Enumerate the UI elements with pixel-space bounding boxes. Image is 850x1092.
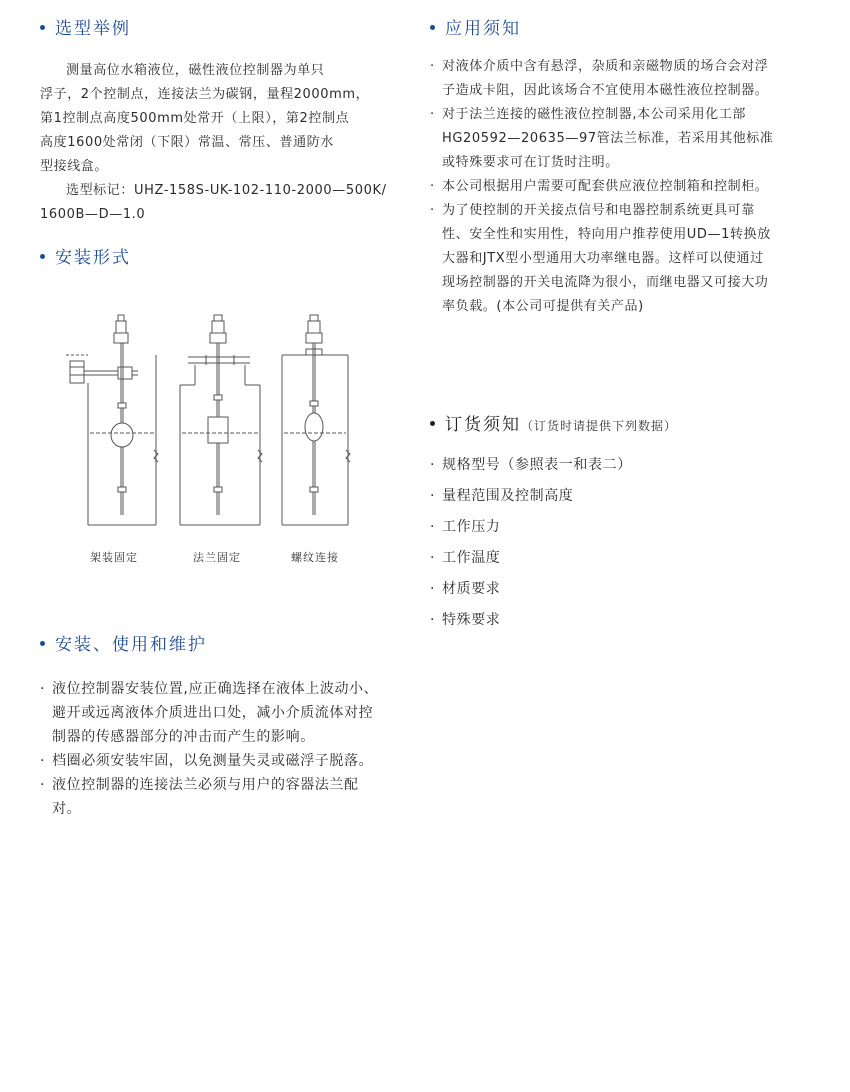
list-item: · 对于法兰连接的磁性液位控制器,本公司采用化工部HG20592—20635—97管法兰标准，若采用其他标准或特殊要求可在订货时注明。 bbox=[430, 103, 775, 175]
left-column bbox=[40, 14, 420, 227]
section-title-ordering-notes: 订货须知（订货时请提供下列数据） bbox=[430, 410, 810, 435]
section-title-selection-example: 选型举例 bbox=[40, 14, 420, 39]
bullet-dot-icon bbox=[40, 254, 45, 259]
installation-diagram bbox=[60, 305, 370, 535]
install-maintenance-list bbox=[40, 677, 380, 821]
rack-mount-illustration bbox=[66, 315, 158, 525]
list-item: · 液位控制器安装位置,应正确选择在液体上波动小、避开或远离液体介质进出口处，减小介质流体对控制器的传感器部分的冲击而产生的影响。 bbox=[40, 677, 380, 749]
caption-thread-connection: 螺纹连接 bbox=[291, 551, 339, 564]
flange-mount-illustration bbox=[180, 315, 262, 525]
section-title-install-use-maintenance: 安装、使用和维护 bbox=[40, 630, 400, 655]
list-item: · 工作温度 bbox=[430, 546, 810, 570]
ordering-notes-subtitle: （订货时请提供下列数据） bbox=[521, 419, 678, 433]
right-column bbox=[430, 14, 785, 319]
caption-flange-mount: 法兰固定 bbox=[193, 551, 241, 564]
install-maintenance-section bbox=[40, 630, 400, 821]
install-form-header bbox=[40, 243, 340, 268]
list-item: · 为了使控制的开关接点信号和电器控制系统更具可靠性、安全性和实用性，特向用户推荐使用UD—1转换放大器和JTX型小型通用大功率继电器。这样可以使通过现场控制器的开关电流降为很小，而继电器又可接大功率负载。(本公司可提供有关产品) bbox=[430, 199, 775, 319]
bullet-dot-icon bbox=[40, 641, 45, 646]
caption-rack-mount: 架装固定 bbox=[90, 551, 138, 564]
bullet-dot-icon bbox=[40, 25, 45, 30]
list-item: · 本公司根据用户需要可配套供应液位控制箱和控制柜。 bbox=[430, 175, 775, 199]
list-item: · 材质要求 bbox=[430, 577, 810, 601]
list-item: · 规格型号（参照表一和表二） bbox=[430, 453, 810, 477]
list-item: · 液位控制器的连接法兰必须与用户的容器法兰配对。 bbox=[40, 773, 380, 821]
ordering-notes-list bbox=[430, 453, 810, 632]
list-item: · 档圈必须安装牢固，以免测量失灵或磁浮子脱落。 bbox=[40, 749, 380, 773]
bullet-dot-icon bbox=[430, 25, 435, 30]
thread-mount-illustration bbox=[282, 315, 350, 525]
list-item: · 工作压力 bbox=[430, 515, 810, 539]
section-title-application-notes: 应用须知 bbox=[430, 14, 785, 39]
list-item: · 特殊要求 bbox=[430, 608, 810, 632]
section-title-install-form: 安装形式 bbox=[40, 243, 340, 268]
selection-example-text: 测量高位水箱液位，磁性液位控制器为单只 浮子，2个控制点，连接法兰为碳钢，量程2000mm， 第1控制点高度500mm处常开（上限），第2控制点 高度1600处常闭（下限）常温、常压、普通防水 型接线盒。 选型标记：UHZ-158S-UK-102-110-2000—500K/ 1600B—D—1.0 bbox=[40, 63, 387, 222]
list-item: · 量程范围及控制高度 bbox=[430, 484, 810, 508]
bullet-dot-icon bbox=[430, 421, 435, 426]
list-item: · 对液体介质中含有悬浮，杂质和亲磁物质的场合会对浮子造成卡阻，因此该场合不宜使用本磁性液位控制器。 bbox=[430, 55, 775, 103]
application-notes-list bbox=[430, 55, 775, 319]
ordering-notes-section bbox=[430, 410, 810, 639]
